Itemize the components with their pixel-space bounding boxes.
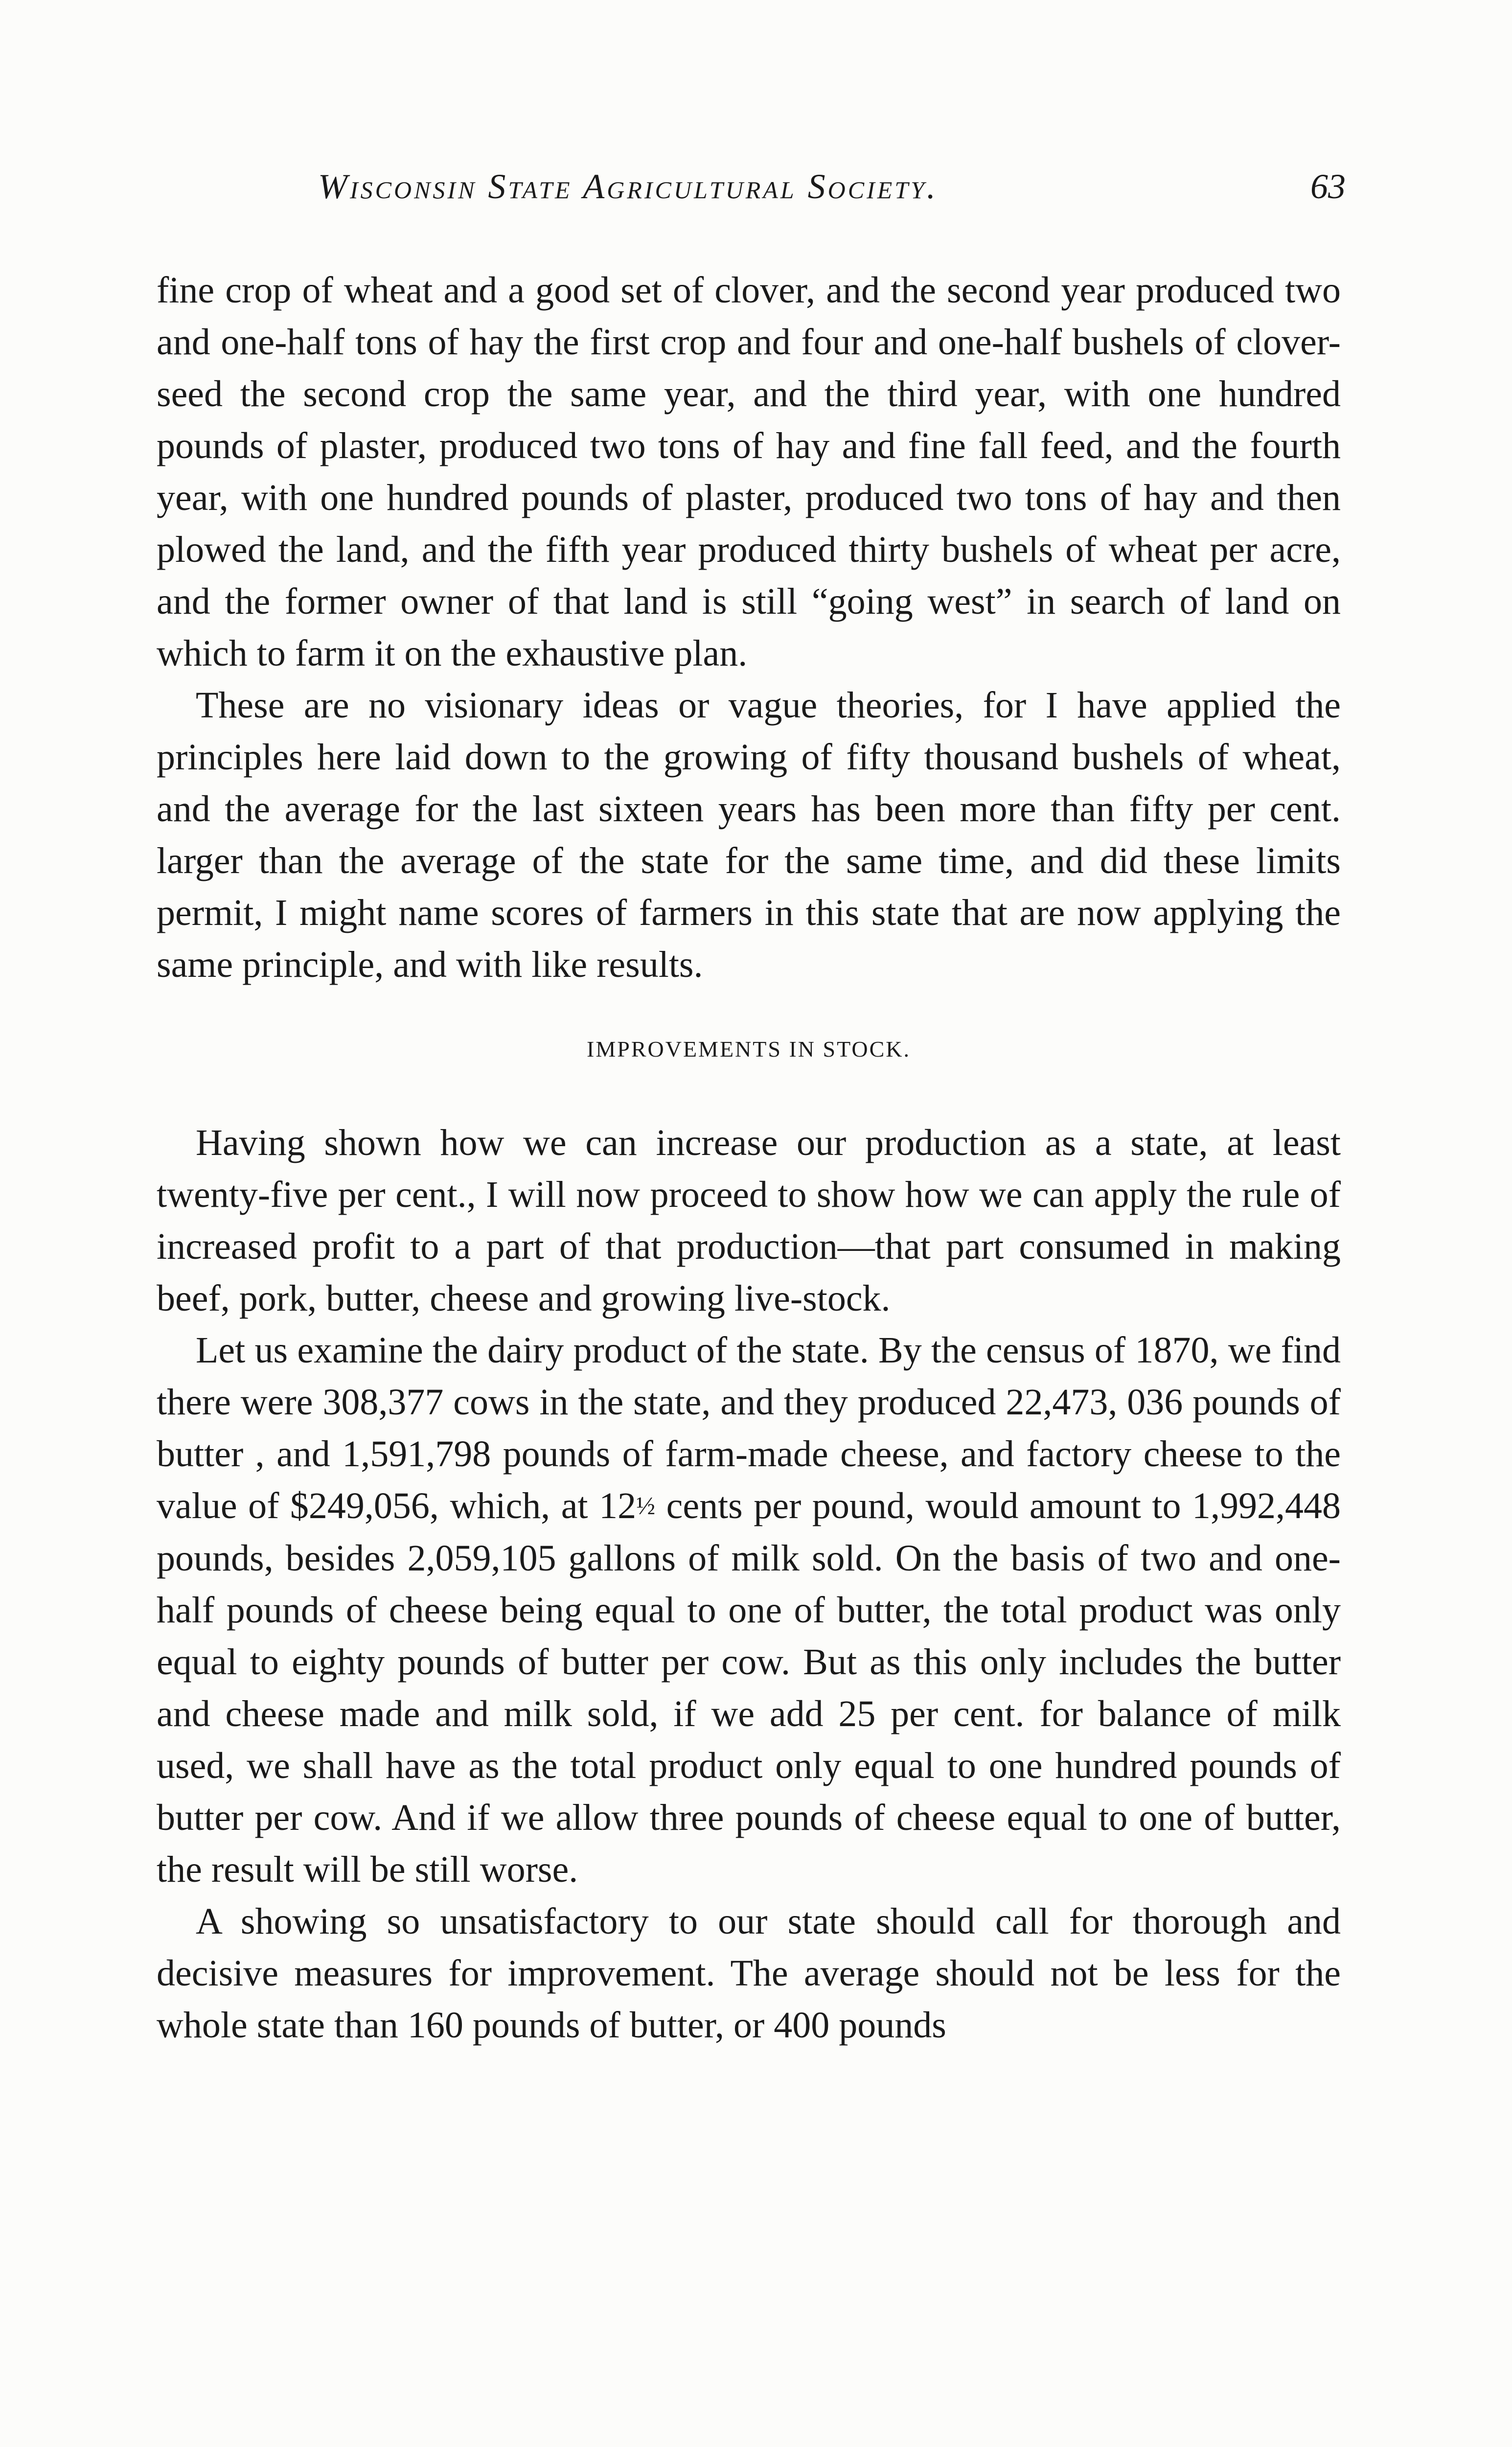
dairy-text-part-2: cents per pound, would amount to 1,992,448 pounds, besides 2,059,105 gallons of milk sold. On the basis of two and one-half pounds of cheese being equal to one of butter, the total product was only equal to eighty pounds of butter per cow. But as this only includes the butter and cheese made and milk sold, if we add 25 per cent. for balance of milk used, we shall have as the total product only equal to one hundred pounds of butter per cow. And if we allow three pounds of cheese equal to one of butter, the result will be still worse. [157,1485,1341,1890]
paragraph-principles: These are no visionary ideas or vague theories, for I have applied the principles here laid down to the growing of fifty thousand bushels of wheat, and the average for the last sixteen years has been more than fifty per cent. larger than the average of the state for the same time, and did these limits permit, I might name scores of farmers in this state that are now applying the same principle, and with like results. [157,685,1341,985]
paragraph-continuation: fine crop of wheat and a good set of clover, and the second year produced two and one-half tons of hay the first crop and four and one-half bushels of clover-seed the second crop the same year, and the third year, with one hundred pounds of plaster, produced two tons of hay and fine fall feed, and the fourth year, with one hundred pounds of plaster, produced two tons of hay and then plowed the land, and the fifth year produced thirty bushels of wheat per acre, and the former owner of that land is still “going west” in search of land on which to farm it on the exhaustive plan. [157,270,1341,674]
page-number: 63 [1310,167,1346,206]
body-text [157,264,1341,2051]
running-title: Wisconsin State Agricultural Society. [318,167,938,206]
paragraph-dairy-product [157,1324,1341,1895]
running-header [157,166,1346,215]
section-heading: IMPROVEMENTS IN STOCK. [587,1037,911,1062]
fraction-half: ½ [636,1492,656,1520]
dairy-text-part-1: Let us examine the dairy product of the state. By the census of 1870, we find there were 308,377 cows in the state, and they produced 22,473, 036 pounds of butter , and 1,591,798 pounds of farm-made cheese, and factory cheese to the value of $249,056, which, at 12 [157,1330,1341,1526]
paragraph-improvements: Having shown how we can increase our production as a state, at least twenty-five per cent., I will now proceed to show how we can apply the rule of increased profit to a part of that production—that part consumed in making beef, pork, butter, cheese and growing live-stock. [157,1122,1341,1319]
paragraph-showing: A showing so unsatisfactory to our state should call for thorough and decisive measures for improvement. The average should not be less for the whole state than 160 pounds of butter, or 400 pounds [157,1901,1341,2046]
